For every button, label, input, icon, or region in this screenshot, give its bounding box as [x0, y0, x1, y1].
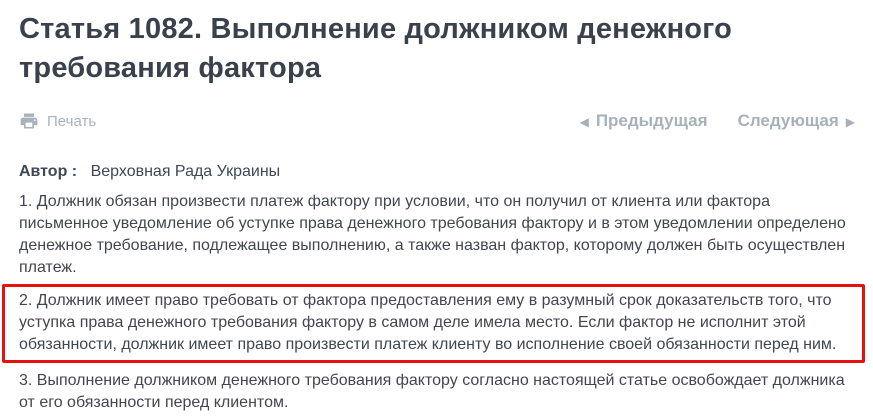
printer-icon: [19, 111, 39, 131]
arrow-left-icon: ◀: [579, 115, 589, 129]
pager: [580, 111, 857, 131]
author-label: Автор :: [19, 163, 78, 180]
next-article-link[interactable]: [738, 111, 855, 131]
next-label: Следующая: [737, 111, 839, 130]
author-value: Верховная Рада Украины: [90, 163, 281, 180]
arrow-right-icon: ▶: [845, 115, 855, 129]
print-label: Печать: [47, 112, 97, 130]
article-paragraph-3: 3. Выполнение должником денежного требования фактору согласно настоящей статье освобождает должника от его обязанности перед клиентом.: [19, 372, 845, 411]
prev-article-link[interactable]: [580, 111, 708, 131]
toolbar: [19, 111, 857, 131]
prev-label: Предыдущая: [595, 111, 708, 130]
author-row: [19, 162, 857, 182]
print-button[interactable]: [19, 111, 96, 131]
page-title: Статья 1082. Выполнение должником денежного требования фактора: [19, 13, 733, 84]
article-paragraph-1: 1. Должник обязан произвести платеж фактору при условии, что он получил от клиента или фактора письменное уведомление об уступке права денежного требования фактору и в этом уведомлении определено денежное требование, подлежащее выполнению, а также назван фактор, которому должен быть осуществлен платеж.: [19, 193, 846, 276]
article-paragraph-2-highlighted: 2. Должник имеет право требовать от фактора предоставления ему в разумный срок доказательств того, что уступка права денежного требования фактору в самом деле имела место. Если фактор не исполнит этой обязанности, должник имеет право произвести платеж клиенту во исполнение своей обязанности перед ним.: [2, 284, 865, 363]
